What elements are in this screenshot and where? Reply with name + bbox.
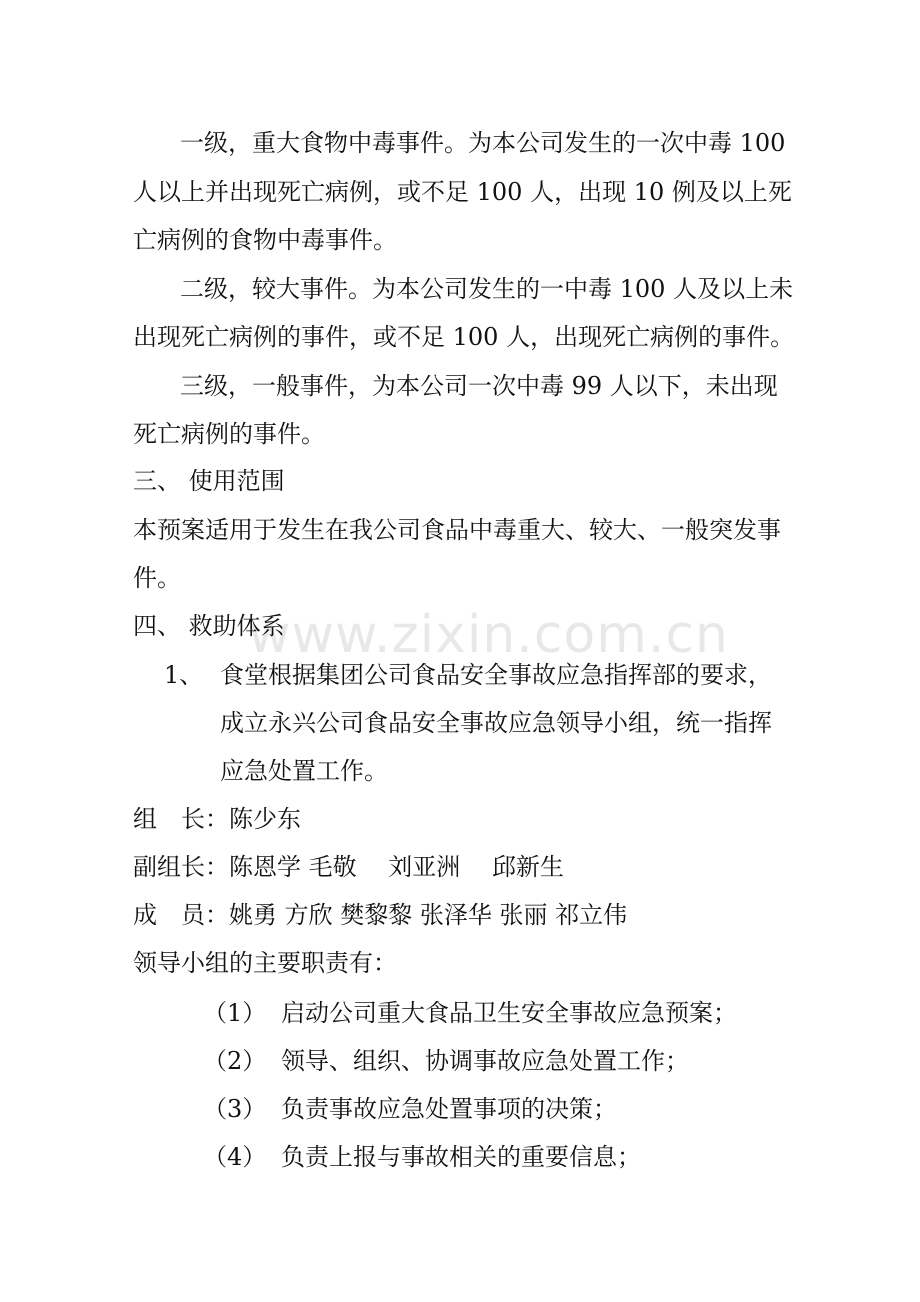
level1-line-1: 一级，重大食物中毒事件。为本公司发生的一次中毒 100	[180, 129, 786, 157]
section4-heading: 四、 救助体系	[133, 612, 285, 640]
item1-line-1: 食堂根据集团公司食品安全事故应急指挥部的要求，	[220, 661, 772, 689]
level1-line-2: 人以上并出现死亡病例，或不足 100 人，出现 10 例及以上死	[133, 178, 792, 206]
section3-line-1: 本预案适用于发生在我公司食品中毒重大、较大、一般突发事	[133, 516, 781, 544]
duty-text: 负责事故应急处置事项的决策；	[281, 1095, 617, 1123]
duty-number: （3）	[203, 1095, 267, 1123]
duty-number: （1）	[203, 999, 267, 1027]
level2-line-2: 出现死亡病例的事件，或不足 100 人，出现死亡病例的事件。	[133, 323, 795, 351]
duty-text: 负责上报与事故相关的重要信息；	[281, 1143, 641, 1171]
item1-number: 1、	[164, 661, 204, 689]
level3-line-1: 三级，一般事件，为本公司一次中毒 99 人以下，未出现	[180, 372, 778, 400]
team-leader: 组 长：陈少东	[133, 805, 301, 833]
duty-text: 启动公司重大食品卫生安全事故应急预案；	[281, 999, 737, 1027]
watermark-text: www.zixin.com.cn	[248, 605, 729, 665]
duty-number: （2）	[203, 1047, 267, 1075]
section3-line-2: 件。	[133, 564, 181, 592]
duties-heading: 领导小组的主要职责有：	[133, 949, 397, 977]
level3-line-2: 死亡病例的事件。	[133, 420, 325, 448]
level2-line-1: 二级，较大事件。为本公司发生的一中毒 100 人及以上未	[180, 275, 794, 303]
team-members: 成 员：姚勇 方欣 樊黎黎 张泽华 张丽 祁立伟	[133, 901, 628, 929]
team-deputy: 副组长：陈恩学 毛敬 刘亚洲 邱新生	[133, 853, 564, 881]
level1-line-3: 亡病例的食物中毒事件。	[133, 226, 397, 254]
duty-text: 领导、组织、协调事故应急处置工作；	[281, 1047, 689, 1075]
duty-number: （4）	[203, 1143, 267, 1171]
item1-line-3: 应急处置工作。	[220, 757, 388, 785]
section3-heading: 三、 使用范围	[133, 467, 285, 495]
item1-line-2: 成立永兴公司食品安全事故应急领导小组，统一指挥	[220, 709, 772, 737]
